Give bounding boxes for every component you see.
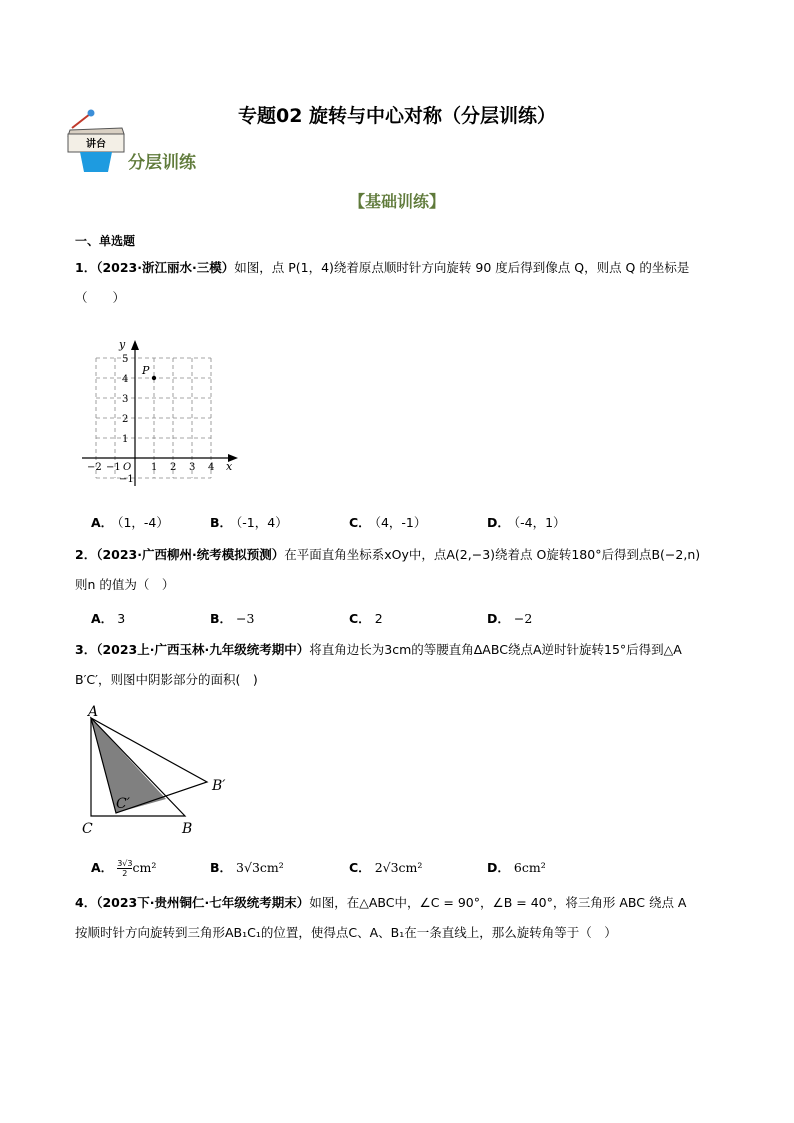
q4-stem: 如图，在△ABC中，∠C = 90°，∠B = 40°，将三角形 ABC 绕点 A xyxy=(309,895,687,910)
question-1 xyxy=(75,253,725,313)
q1-stem: 如图，点 P(1，4)绕着原点顺时针方向旋转 90 度后得到像点 Q，则点 Q 的坐标是 xyxy=(234,260,690,275)
question-4 xyxy=(75,888,725,948)
x-tick-4: 4 xyxy=(208,462,215,473)
section-label: 分层训练 xyxy=(128,153,196,173)
q3-stem-2: B′C′，则图中阴影部分的面积( ) xyxy=(75,672,258,687)
x-tick-2: 2 xyxy=(170,462,177,473)
label-c: C xyxy=(82,821,93,837)
q2-option-d[interactable]: D． −2 xyxy=(487,611,533,626)
q4-number: 4． xyxy=(75,895,97,910)
point-p-label: P xyxy=(142,364,150,377)
question-2 xyxy=(75,540,725,600)
q1-source: （2023·浙江丽水·三模） xyxy=(96,260,235,275)
x-tick-neg1: −1 xyxy=(106,462,121,473)
part-heading: 一、单选题 xyxy=(75,234,136,248)
q3-stem: 将直角边长为3cm的等腰直角ΔABC绕点A逆时针旋转15°后得到△A xyxy=(309,642,682,657)
q1-coordinate-figure xyxy=(78,336,248,496)
y-tick-4: 4 xyxy=(122,374,129,385)
q3-option-d[interactable]: D． 6cm² xyxy=(487,860,546,875)
x-tick-3: 3 xyxy=(189,462,196,473)
y-tick-5: 5 xyxy=(122,354,129,365)
point-p xyxy=(152,376,156,380)
q1-option-a[interactable]: A． （1，-4） xyxy=(91,515,169,530)
q1-option-c[interactable]: C． （4，-1） xyxy=(349,515,427,530)
label-a: A xyxy=(88,704,99,720)
q2-number: 2． xyxy=(75,547,97,562)
page-title: 专题02 旋转与中心对称（分层训练） xyxy=(237,105,557,127)
q2-option-c[interactable]: C． 2 xyxy=(349,611,383,626)
x-tick-1: 1 xyxy=(151,462,158,473)
q4-source: （2023下·贵州铜仁·七年级统考期末） xyxy=(96,895,310,910)
q2-stem-2: 则n 的值为（ ） xyxy=(75,577,175,592)
level-title: 【基础训练】 xyxy=(348,192,445,211)
q1-option-d[interactable]: D． （-4，1） xyxy=(487,515,566,530)
q3-option-b[interactable]: B． 3√3cm² xyxy=(210,860,284,875)
q1-blank: （ ） xyxy=(75,290,126,305)
q4-stem-2: 按顺时针方向旋转到三角形AB₁C₁的位置，使得点C、A、B₁在一条直线上，那么旋转角等于（ ） xyxy=(75,925,617,940)
podium-icon xyxy=(60,108,132,174)
y-tick-2: 2 xyxy=(122,414,129,425)
q3-source: （2023上·广西玉林·九年级统考期中） xyxy=(96,642,310,657)
origin-label: O xyxy=(123,462,132,473)
label-b: B xyxy=(182,821,193,837)
q2-option-a[interactable]: A． 3 xyxy=(91,611,126,626)
label-c-prime: C′ xyxy=(116,796,130,812)
q3-number: 3． xyxy=(75,642,97,657)
q2-stem: 在平面直角坐标系xOy中，点A(2,−3)绕着点 O旋转180°后得到点B(−2,n) xyxy=(284,547,701,562)
y-tick-1: 1 xyxy=(122,434,129,445)
x-axis-label: x xyxy=(226,460,233,473)
q3-triangle-figure xyxy=(78,700,248,840)
q2-source: （2023·广西柳州·统考模拟预测） xyxy=(96,547,285,562)
q3-option-a[interactable]: A． $\frac{3√3}{2}$ cm² xyxy=(91,859,157,878)
question-3 xyxy=(75,635,725,695)
y-tick-3: 3 xyxy=(122,394,129,405)
podium-badge-text: 讲台 xyxy=(86,139,106,150)
q1-option-b[interactable]: B． （-1，4） xyxy=(210,515,288,530)
q2-option-b[interactable]: B． −3 xyxy=(210,611,255,626)
q3-option-c[interactable]: C． 2√3cm² xyxy=(349,860,423,875)
y-tick-neg1: −1 xyxy=(119,474,134,485)
label-b-prime: B′ xyxy=(212,778,226,794)
q1-number: 1． xyxy=(75,260,97,275)
x-tick-neg2: −2 xyxy=(87,462,102,473)
y-axis-label: y xyxy=(119,338,126,351)
